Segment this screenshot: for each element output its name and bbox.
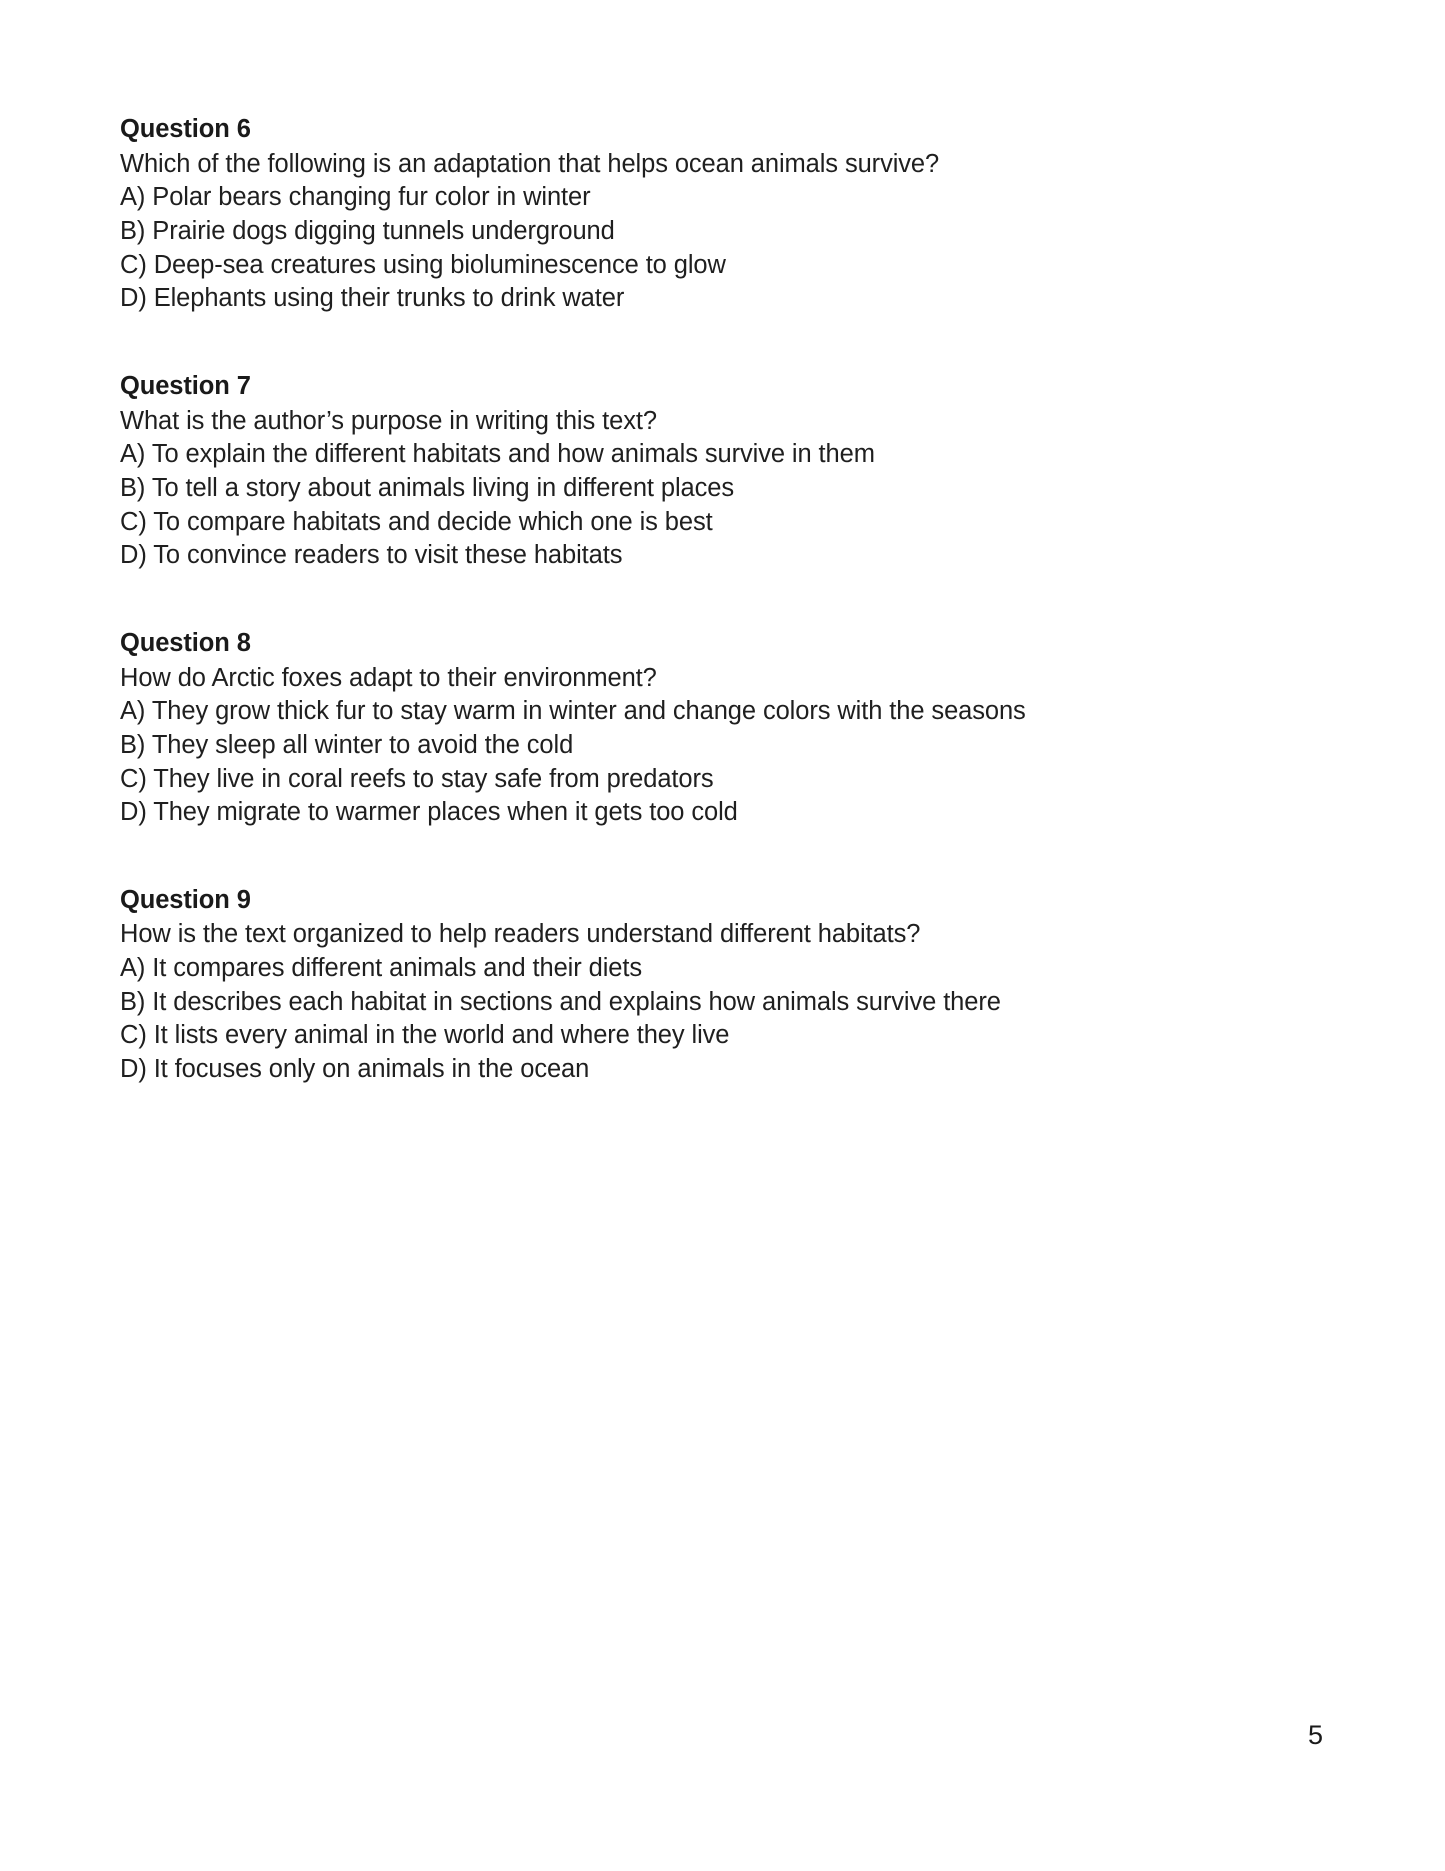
question-block [120, 113, 1310, 316]
answer-option-d[interactable]: D) To convince readers to visit these habitats [120, 541, 623, 570]
answer-option-b[interactable]: B) It describes each habitat in sections and explains how animals survive there [120, 987, 1001, 1016]
answer-option-b[interactable]: B) Prairie dogs digging tunnels underground [120, 216, 615, 245]
answer-option-b[interactable]: B) They sleep all winter to avoid the cold [120, 730, 574, 759]
question-heading: Question 7 [120, 371, 251, 400]
answer-option-d[interactable]: D) Elephants using their trunks to drink water [120, 284, 625, 313]
question-heading: Question 6 [120, 115, 251, 143]
answer-option-d[interactable]: D) It focuses only on animals in the ocean [120, 1055, 590, 1084]
question-prompt: How is the text organized to help readers understand different habitats? [120, 920, 921, 949]
answer-option-d[interactable]: D) They migrate to warmer places when it gets too cold [120, 798, 738, 827]
answer-option-c[interactable]: C) To compare habitats and decide which one is best [120, 507, 713, 536]
question-prompt: Which of the following is an adaptation that helps ocean animals survive? [120, 149, 940, 178]
question-heading: Question 9 [120, 885, 251, 914]
question-block [120, 370, 1310, 573]
answer-option-c[interactable]: C) It lists every animal in the world and where they live [120, 1021, 730, 1050]
question-heading: Question 8 [120, 628, 251, 657]
answer-option-a[interactable]: A) It compares different animals and their diets [120, 954, 642, 983]
answer-option-b[interactable]: B) To tell a story about animals living in different places [120, 473, 734, 502]
question-block [120, 627, 1310, 830]
answer-option-c[interactable]: C) They live in coral reefs to stay safe from predators [120, 764, 714, 793]
answer-option-a[interactable]: A) They grow thick fur to stay warm in winter and change colors with the seasons [120, 697, 1026, 726]
questions-container [120, 113, 1310, 1087]
question-prompt: How do Arctic foxes adapt to their environment? [120, 663, 657, 692]
question-block [120, 884, 1310, 1087]
question-prompt: What is the author’s purpose in writing this text? [120, 406, 657, 435]
answer-option-a[interactable]: A) To explain the different habitats and how animals survive in them [120, 440, 875, 469]
answer-option-c[interactable]: C) Deep-sea creatures using bioluminescence to glow [120, 250, 726, 279]
answer-option-a[interactable]: A) Polar bears changing fur color in winter [120, 183, 591, 212]
page-number: 5 [1307, 1720, 1323, 1750]
